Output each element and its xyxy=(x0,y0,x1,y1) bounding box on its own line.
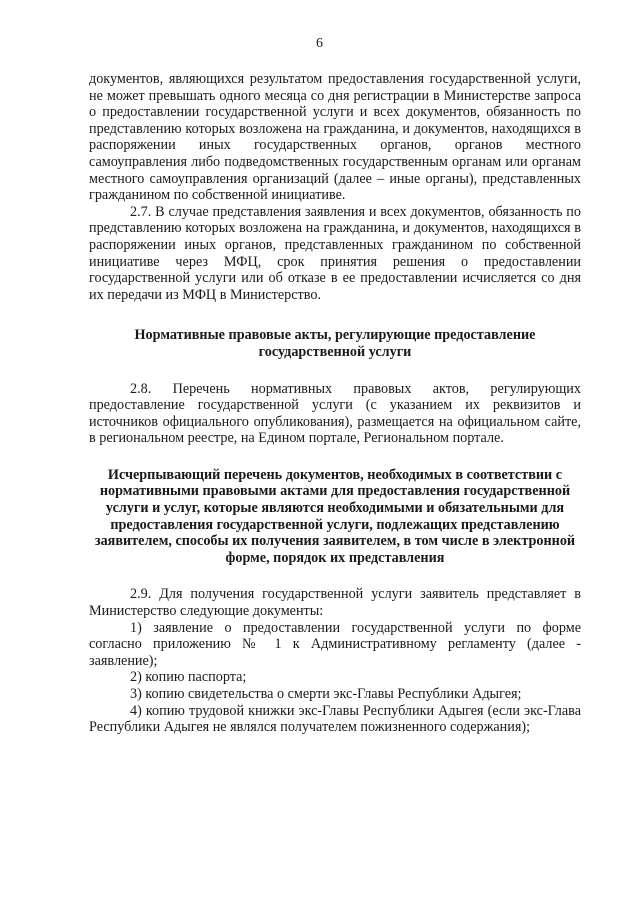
section-heading-normative-acts: Нормативные правовые акты, регулирующие предоставление государственной услуги xyxy=(134,327,536,360)
list-item-2: 2) копию паспорта; xyxy=(130,669,247,686)
paragraph-2-7: 2.7. В случае представления заявления и всех документов, обязанность по представлению которых возложена на гражданина, и документов, находящихся в распоряжении иных органов, представленных гражданином по собственной инициативе через МФЦ, срок принятия решения о предоставлении государственной услуги или об отказе в ее предоставлении исчисляется со дня их передачи из МФЦ в Министерство. xyxy=(89,203,581,303)
list-item-3: 3) копию свидетельства о смерти экс-Главы Республики Адыгея; xyxy=(130,686,522,702)
page-number: 6 xyxy=(316,36,323,51)
list-item-1: 1) заявление о предоставлении государственной услуги по форме согласно приложению № 1 к Административному регламенту (далее - заявление); xyxy=(89,619,581,669)
paragraph-continuation: документов, являющихся результатом предоставления государственной услуги, не может превышать одного месяца со дня регистрации в Министерстве запроса о предоставлении государственной услуги и всех документов, обязанность по представлению которых возложена на гражданина, и документов, находящихся в распоряжении иных государственных органов, органов местного самоуправления либо подведомственных государственным органам или органам местного самоуправления организаций (далее – иные органы), представленных гражданином по собственной инициативе. xyxy=(89,71,581,204)
document-body xyxy=(89,71,581,736)
paragraph-2-8: 2.8. Перечень нормативных правовых актов, регулирующих предоставление государственной услуги (с указанием их реквизитов и источников официального опубликования), размещается на официальном сайте, в региональном реестре, на Едином портале, Региональном портале. xyxy=(89,380,581,447)
list-item-4: 4) копию трудовой книжки экс-Главы Республики Адыгея (если экс-Глава Республики Адыгея не являлся получателем пожизненного содержания); xyxy=(89,702,581,736)
section-heading-documents-list: Исчерпывающий перечень документов, необходимых в соответствии с нормативными правовыми актами для предоставления государственной услуги и услуг, которые являются необходимыми и обязательными для предоставления государственной услуги, подлежащих представлению заявителем, способы их получения заявителем, в том числе в электронной форме, порядок их представления xyxy=(94,466,576,566)
paragraph-2-9: 2.9. Для получения государственной услуги заявитель представляет в Министерство следующие документы: xyxy=(89,586,581,620)
